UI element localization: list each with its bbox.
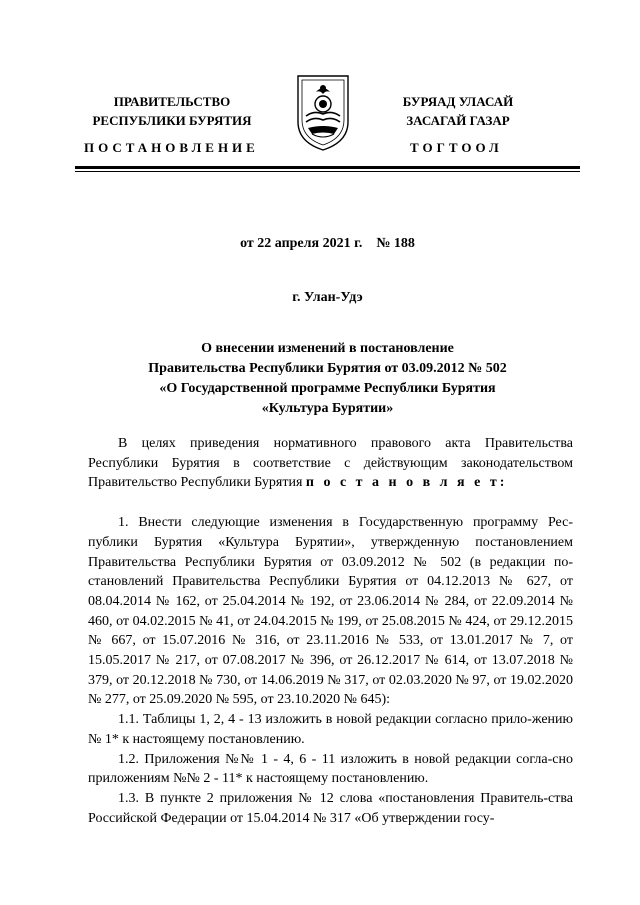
resolves-keyword: п о с т а н о в л я е т: [305, 475, 508, 491]
authority-name-bua [378, 92, 538, 130]
authority-line-2: РЕСПУБЛИКИ БУРЯТИЯ [92, 113, 252, 128]
title-line-4: «Культура Бурятии» [261, 401, 394, 416]
authority-line-1: ПРАВИТЕЛЬСТВО [113, 94, 231, 109]
paragraph-1: 1. Внести следующие изменения в Государственную программу Рес-публики Бурятия «Культура Бурятии», утвержденную постановлением Правительства Республики Бурятия от 03.09.2012 № 502 (в редакции по-становлений Правительства Республики Бурятия от 04.12.2013 № 627, от 08.04.2014 № 162, от 25.04.2014 № 192, от 23.06.2014 № 284, от 22.09.2014 № 460, от 04.02.2015 № 41, от 24.04.2015 № 199, от 25.08.2015 № 424, от 29.12.2015 № 667, от 15.07.2016 № 316, от 23.11.2016 № 533, от 13.01.2017 № 7, от 15.05.2017 № 217, от 07.08.2017 № 396, от 26.12.2017 № 614, от 13.07.2018 № 379, от 20.12.2018 № 730, от 14.06.2019 № 317, от 02.03.2020 № 97, от 19.02.2020 № 277, от 25.09.2020 № 595, от 23.10.2020 № 645): [88, 515, 573, 708]
document-title [75, 339, 580, 419]
authority-name-ru [84, 92, 260, 130]
header-divider-thick [75, 166, 580, 169]
paragraph-1-2: 1.2. Приложения №№ 1 - 4, 6 - 11 изложить в новой редакции согла-сно приложениям №№ 2 - 11* к настоящему постановлению. [88, 751, 573, 787]
date-and-number [75, 236, 580, 252]
city: г. Улан-Удэ [292, 290, 363, 305]
buryatia-coat-of-arms-icon [294, 70, 352, 152]
title-line-2: Правительства Республики Бурятия от 03.09.2012 № 502 [148, 361, 507, 376]
paragraph-1-3: 1.3. В пункте 2 приложения № 12 слова «постановления Правитель-ства Российской Федерации от 15.04.2014 № 317 «Об утверждении госу- [88, 790, 573, 826]
preamble-paragraph [88, 434, 573, 493]
header-divider-thin [75, 171, 580, 172]
paragraph-1-1: 1.1. Таблицы 1, 2, 4 - 13 изложить в новой редакции согласно прило-жению № 1* к настоящему постановлению. [88, 712, 573, 747]
date-number-text: от 22 апреля 2021 г. № 188 [240, 236, 415, 251]
document-body [88, 434, 573, 828]
document-kind-bua: ТОГТООЛ [410, 140, 503, 155]
document-kind-ru: ПОСТАНОВЛЕНИЕ [84, 140, 259, 155]
authority-line-2: ЗАСАГАЙ ГАЗАР [406, 113, 510, 128]
title-line-1: О внесении изменений в постановление [201, 341, 454, 356]
authority-line-1: БУРЯАД УЛАСАЙ [402, 94, 514, 109]
title-line-3: «О Государственной программе Республики Бурятия [159, 381, 496, 396]
preamble-text: В целях приведения нормативного правового акта Правительства Республики Бурятия в соответствие с действующим законодательством Правительство Республики Бурятия [88, 436, 573, 491]
